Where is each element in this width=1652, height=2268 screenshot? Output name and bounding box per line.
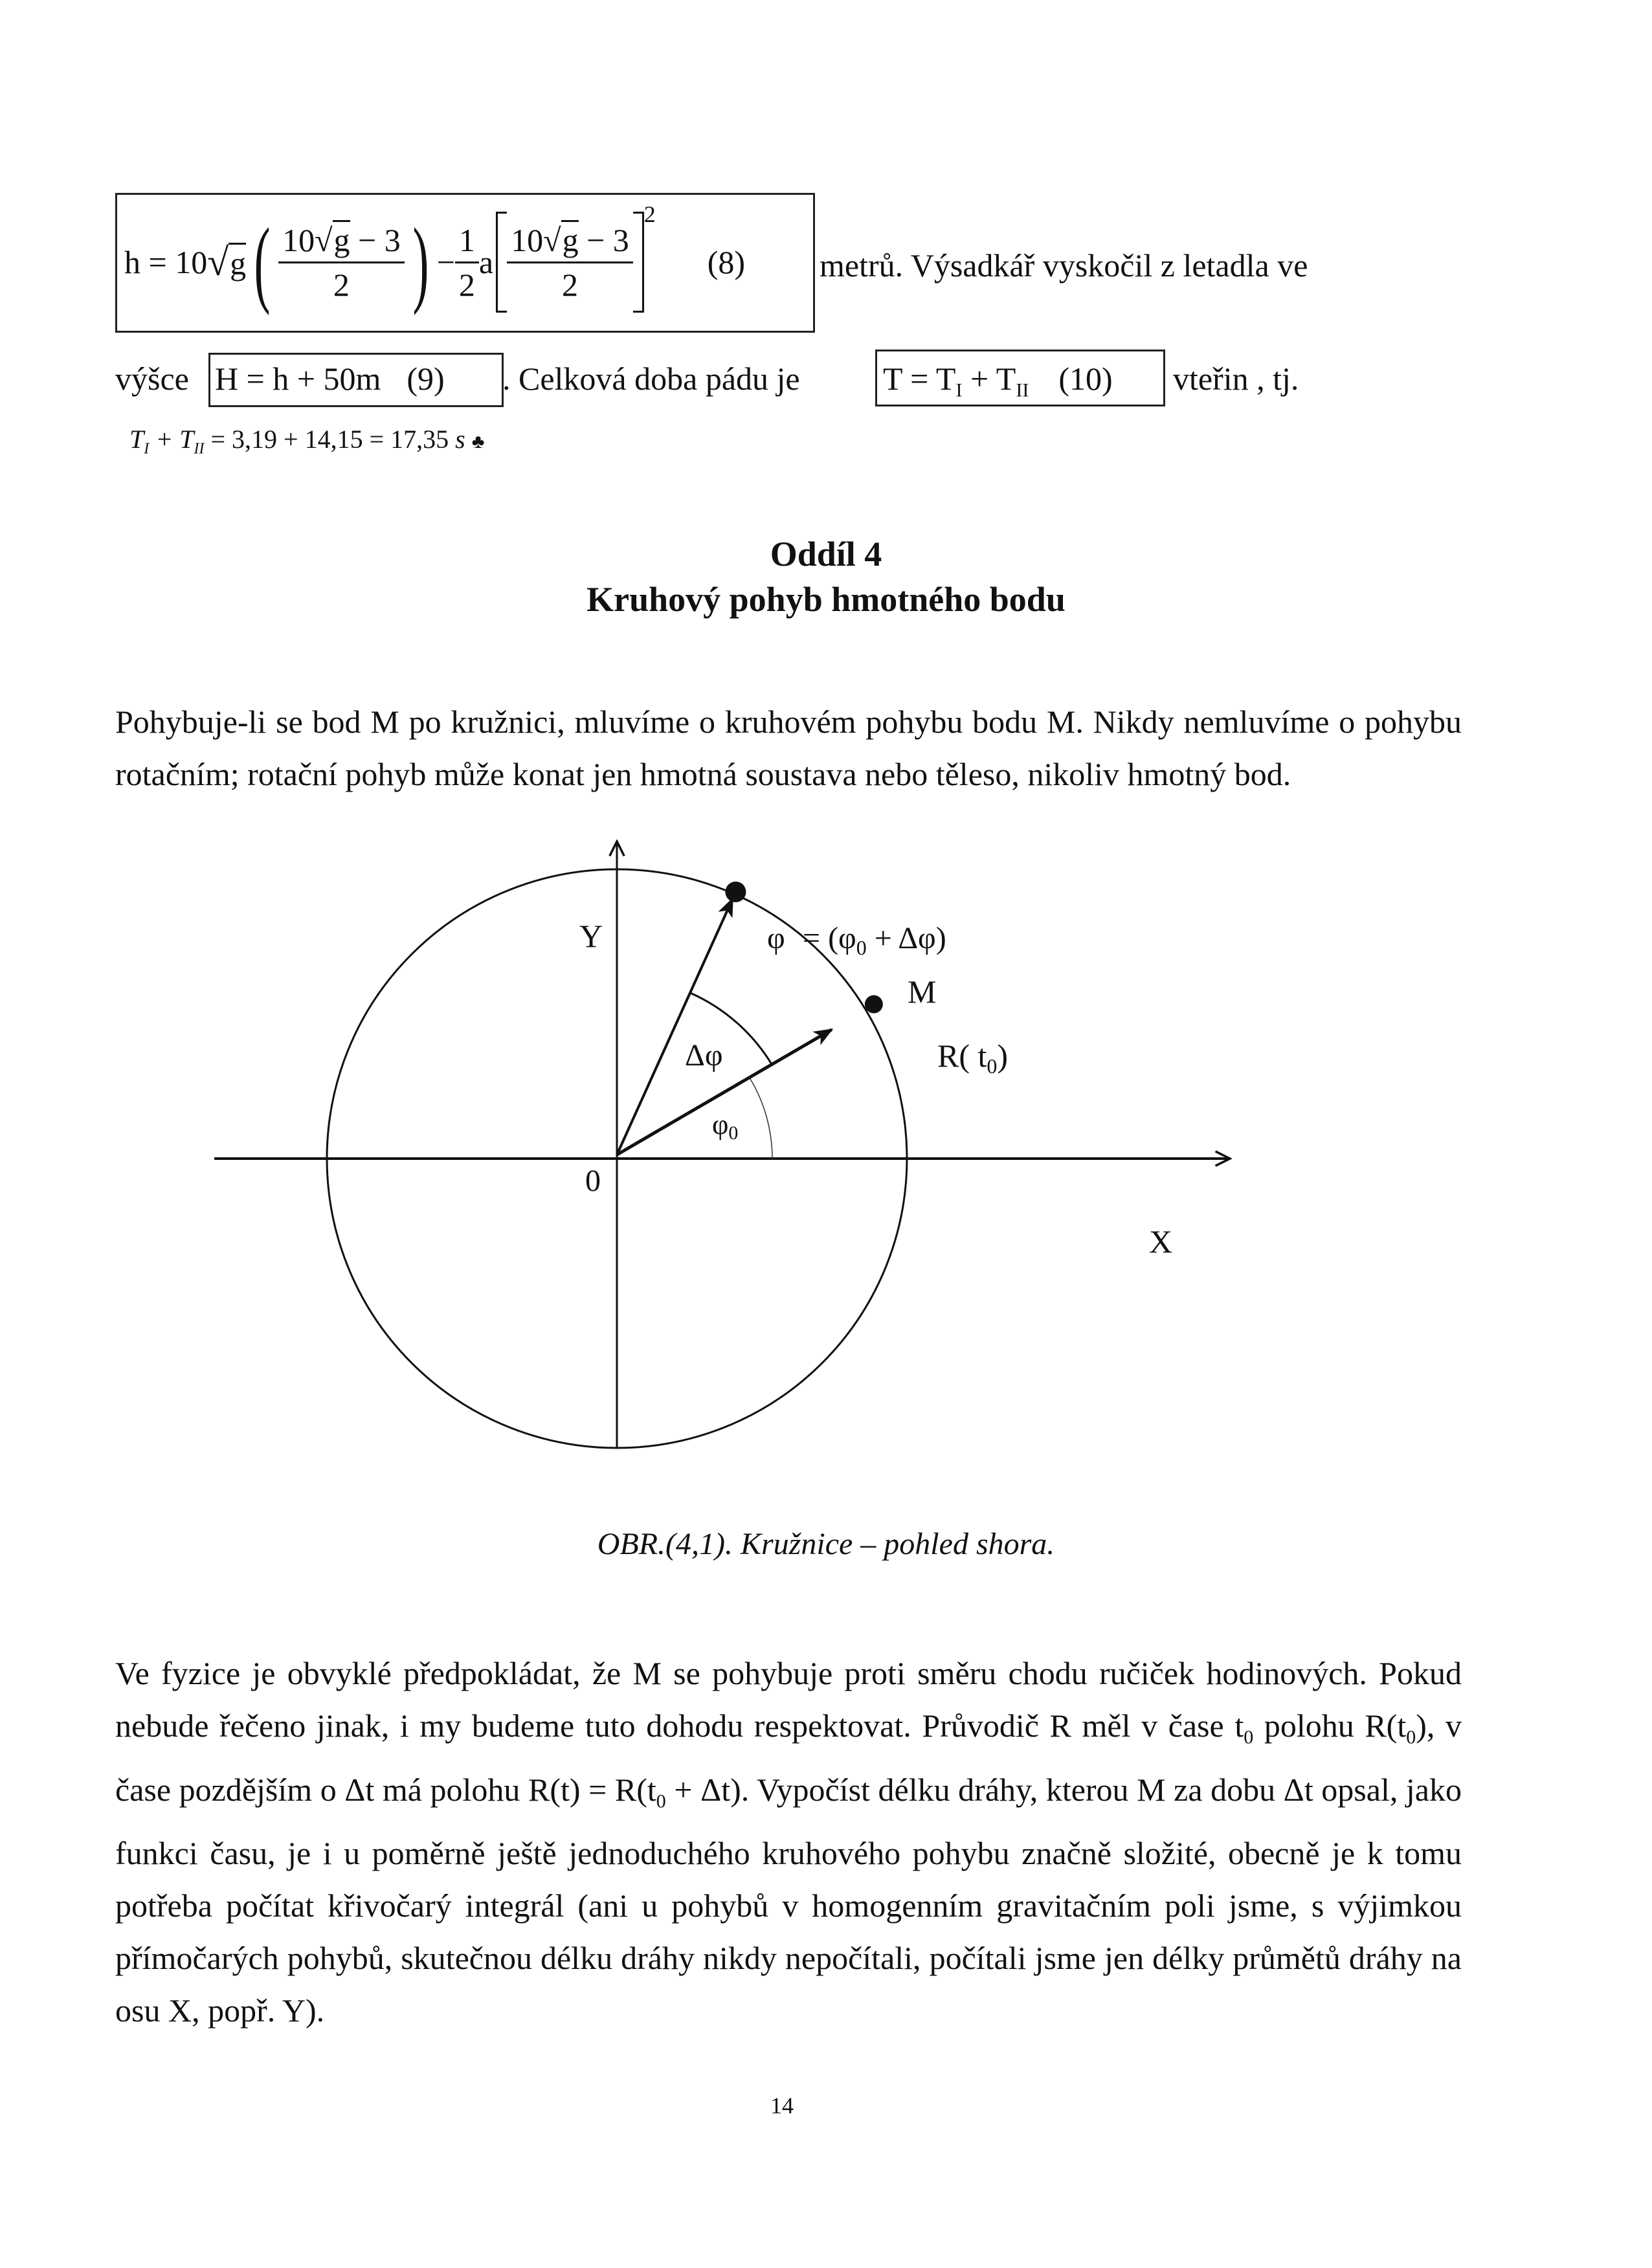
radius-vector-label: R( $t_0$)	[937, 1038, 1009, 1078]
club-mark-icon: ♣	[471, 431, 485, 452]
equation-10: $T = T_I + T_{II}$ (10)	[883, 361, 1113, 401]
eq8-half: $\frac{1}{2}$	[455, 221, 479, 304]
origin-label: 0	[585, 1164, 601, 1198]
point-m-initial	[865, 995, 883, 1014]
eq8-sqrt-arg: g	[229, 243, 246, 282]
section-number: Oddíl 4	[770, 535, 882, 573]
eq8-exponent: 2	[643, 201, 656, 227]
eq8-label: (8)	[707, 244, 746, 280]
eq8-fraction-1: $\frac{10√g - 3}{2}$	[278, 221, 405, 304]
text-vysce: výšce	[115, 361, 189, 397]
phi0-label: φ0	[712, 1109, 739, 1144]
delta-phi-label: Δφ	[685, 1038, 723, 1073]
y-axis-label: Y	[579, 918, 603, 954]
phi0-arc	[750, 1078, 772, 1159]
equation-8: h = 10 √ g ( $\frac{10√g - 3}{2}$ ) − $\frac{1}{2}$ a $\frac{10√g - 3}{2}$ 2 (8)	[124, 207, 745, 317]
text-celkova-doba: . Celková doba pádu je	[502, 361, 800, 397]
text-vterin: vteřin , tj.	[1173, 361, 1299, 397]
equation-9: H = h + 50m (9)	[215, 361, 445, 397]
phi-equation-label: = $(\varphi_0 + \Delta\varphi)$	[803, 921, 946, 959]
paragraph-intro: Pohybuje-li se bod M po kružnici, mluvíme o kruhovém pohybu bodu M. Nikdy nemluvíme o pohybu rotačním; rotační pohyb může konat jen hmotná soustava nebo těleso, nikoliv hmotný bod.	[115, 704, 1462, 792]
eq8-fraction-2: $\frac{10√g - 3}{2}$	[507, 221, 633, 304]
left-paren: (	[254, 208, 271, 316]
section-title: Kruhový pohyb hmotného bodu	[586, 580, 1066, 619]
text-after-eq8: metrů. Výsadkář vyskočil z letadla ve	[820, 247, 1308, 284]
paragraph-main: Ve fyzice je obvyklé předpokládat, že M se pohybuje proti směru chodu ručiček hodinových. Pokud nebude řečeno jinak, i my budeme tuto dohodu respektovat. Průvodič R měl v čase $t_0$ polohu $R(t_0)$, v čase pozdějším o Δt má polohu $R(t) = R(t_0 + \Delta t)$. Vypočíst délku dráhy, kterou M za dobu Δt opsal, jako funkci času, je i u poměrně ještě jednoduchého kruhového pohybu značně složité, obecně je k tomu potřeba počítat křivočarý integrál (ani u pohybů v homogenním gravitačním poli jsme, s výjimkou přímočarých pohybů, skutečnou délku dráhy nikdy nepočítali, počítali jsme jen délky průmětů dráhy na osu X, popř. Y).	[115, 1655, 1462, 2029]
phi-label: φ	[767, 921, 785, 955]
sqrt-sign: √	[207, 240, 229, 284]
point-m-later	[725, 882, 746, 902]
page-number: 14	[770, 2093, 794, 2118]
eq8-lhs: h = 10	[124, 244, 208, 280]
result-line: $T_I + T_{II} = 3,19 + 14,15 = 17,35$ s ♣	[129, 425, 485, 458]
x-axis-label: X	[1149, 1223, 1173, 1260]
figure-caption: OBR.(4,1). Kružnice – pohled shora.	[597, 1527, 1055, 1561]
point-m-label: M	[908, 973, 937, 1010]
right-paren: )	[412, 208, 429, 316]
